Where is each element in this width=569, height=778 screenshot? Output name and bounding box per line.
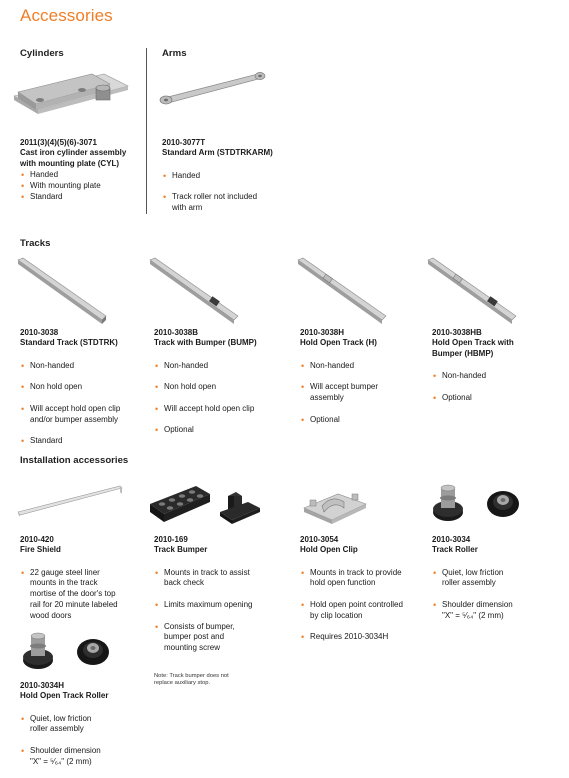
product-standard-track [20, 328, 148, 458]
product-fire-shield [20, 535, 148, 632]
fire-shield-image [16, 484, 126, 518]
hold-open-track-bumper-image [426, 258, 522, 326]
feature-item: • Limits maximum opening [154, 600, 294, 611]
hold-open-track-image [296, 258, 392, 326]
feature-list [20, 557, 148, 633]
product-name-line: Hold Open Clip [300, 545, 358, 555]
feature-list [300, 350, 426, 436]
feature-item: • Requires 2010-3034H [300, 632, 430, 643]
product-name-line: Cast iron cylinder assembly [20, 148, 127, 158]
feature-item: • Non-handed [300, 361, 426, 372]
feature-item: • Quiet, low friction roller assembly [432, 568, 562, 590]
cylinder-assembly-image [12, 66, 130, 130]
product-hold-open-track-roller [20, 681, 150, 778]
product-track-bumper-accessory [154, 535, 294, 687]
product-name-line: Standard Arm (STDTRKARM) [162, 148, 273, 158]
product-name-line: Fire Shield [20, 545, 61, 555]
footnote: Note: Track bumper does not replace auxiliary stop. [154, 672, 229, 686]
feature-item: • 22 gauge steel liner mounts in the track mortise of the door's top rail for 20 minute labeled wood doors [20, 568, 148, 622]
feature-item: • Shoulder dimension "X" = ⁵⁄₆₄" (2 mm) [432, 600, 562, 622]
feature-item: • Non-handed [20, 361, 148, 372]
feature-item: • Non-handed [432, 371, 562, 382]
feature-item: • Standard [20, 192, 144, 203]
feature-item: • Non-handed [154, 361, 294, 372]
track-with-bumper-image [148, 258, 244, 326]
feature-item: • Shoulder dimension "X" = ⁵⁄₆₄" (2 mm) [20, 746, 150, 768]
section-heading-installation: Installation accessories [20, 455, 129, 466]
standard-track-image [16, 258, 112, 326]
product-code: 2010-420 [20, 535, 54, 544]
feature-list [432, 557, 562, 633]
feature-item: • Mounts in track to provide hold open function [300, 568, 430, 590]
product-hold-open-clip [300, 535, 430, 654]
product-code: 2010-3038H [300, 328, 345, 337]
page-title: Accessories [20, 6, 113, 25]
product-track-roller [432, 535, 562, 632]
product-code: 2010-3034H [20, 681, 65, 690]
hold-open-clip-image [300, 486, 372, 526]
standard-arm-image [158, 68, 268, 108]
product-name-line: Standard Track (STDTRK) [20, 338, 118, 348]
feature-item: • Non hold open [154, 382, 294, 393]
product-name-line: Track Bumper [154, 545, 208, 555]
feature-item: • Track roller not included with arm [162, 192, 292, 214]
section-heading-tracks: Tracks [20, 238, 51, 249]
feature-list [162, 160, 292, 225]
product-hold-open-track-bumper [432, 328, 562, 414]
product-code: 2010-3077T [162, 138, 206, 147]
product-code: 2010-3054 [300, 535, 339, 544]
section-heading-arms: Arms [162, 48, 187, 59]
product-code: 2010-3034 [432, 535, 471, 544]
feature-list [154, 557, 294, 665]
product-code: 2010-3038HB [432, 328, 482, 337]
feature-item: • Optional [154, 425, 294, 436]
product-arm [162, 138, 292, 225]
product-name-line: Track Roller [432, 545, 478, 555]
product-name-line: with mounting plate (CYL) [20, 158, 120, 168]
section-heading-cylinders: Cylinders [20, 48, 64, 59]
product-code: 2010-3038 [20, 328, 59, 337]
product-hold-open-track [300, 328, 426, 436]
feature-item: • Quiet, low friction roller assembly [20, 714, 150, 736]
feature-item: • Will accept hold open clip and/or bumper assembly [20, 404, 148, 426]
hold-open-track-roller-image [16, 630, 116, 674]
product-name-line: Hold Open Track Roller [20, 691, 109, 701]
feature-list [20, 703, 150, 778]
feature-item: • Standard [20, 436, 148, 447]
feature-list [300, 557, 430, 654]
feature-item: • Optional [300, 415, 426, 426]
column-divider [146, 48, 147, 214]
product-name-line: Track with Bumper (BUMP) [154, 338, 257, 348]
feature-list [20, 170, 144, 202]
feature-item: • With mounting plate [20, 181, 144, 192]
feature-list [154, 350, 294, 447]
product-cylinder [20, 138, 144, 203]
product-code: 2011(3)(4)(5)(6)-3071 [20, 138, 97, 147]
product-name-line: Hold Open Track (H) [300, 338, 377, 348]
feature-item: • Will accept bumper assembly [300, 382, 426, 404]
feature-item: • Will accept hold open clip [154, 404, 294, 415]
feature-item: • Mounts in track to assist back check [154, 568, 294, 590]
feature-list [432, 360, 562, 414]
track-roller-image [428, 482, 528, 526]
product-code: 2010-3038B [154, 328, 199, 337]
feature-item: • Optional [432, 393, 562, 404]
feature-item: • Handed [162, 171, 292, 182]
feature-list [20, 350, 148, 458]
feature-item: • Non hold open [20, 382, 148, 393]
product-name-line: Hold Open Track with [432, 338, 514, 348]
feature-item: • Handed [20, 170, 144, 181]
feature-item: • Hold open point controlled by clip location [300, 600, 430, 622]
product-code: 2010-169 [154, 535, 188, 544]
feature-item: • Consists of bumper, bumper post and mounting screw [154, 622, 294, 654]
product-name-line: Bumper (HBMP) [432, 348, 494, 358]
track-bumper-image [148, 478, 266, 528]
product-track-bumper [154, 328, 294, 447]
